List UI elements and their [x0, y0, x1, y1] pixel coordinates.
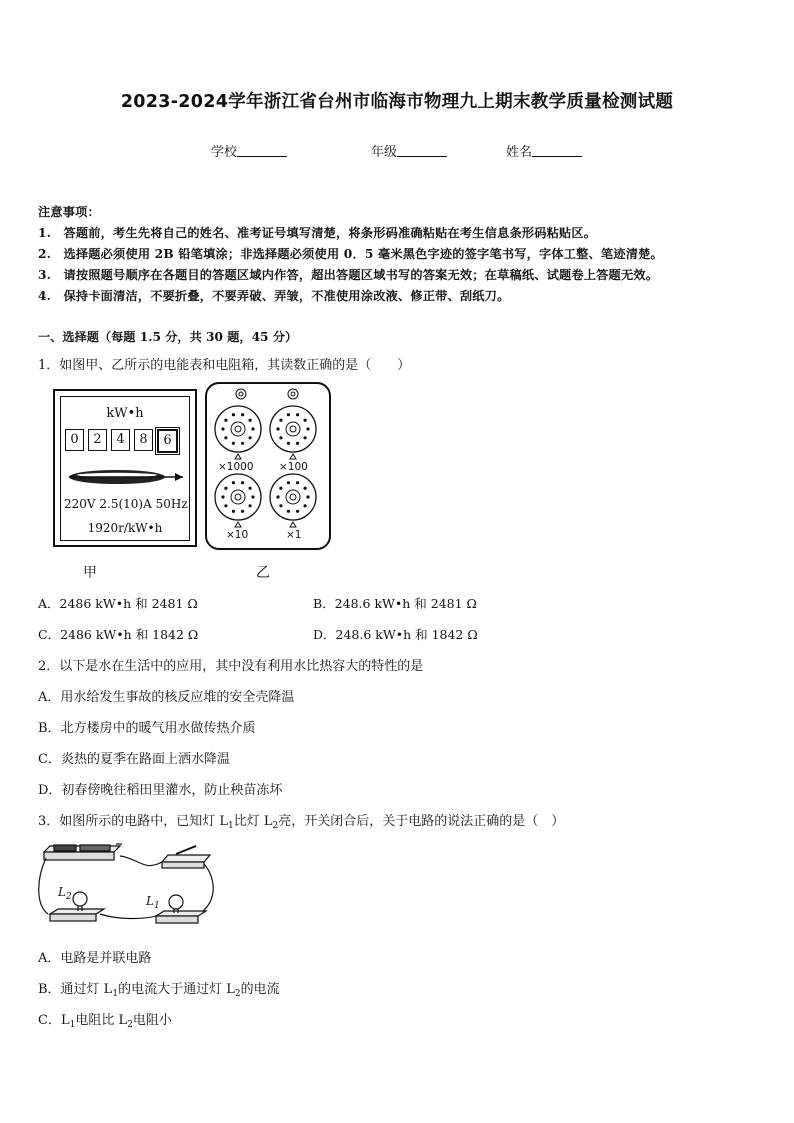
dial-tick: [232, 481, 235, 484]
option-part: 的电流: [240, 982, 280, 997]
name-field: [506, 141, 582, 160]
subscript: 2: [234, 989, 241, 999]
dial-tick: [304, 504, 307, 507]
dial-tick: [232, 413, 235, 416]
dial-tick: [296, 442, 299, 445]
notice-item: 1. 答题前，考生先将自己的姓名、准考证号填写清楚，将条形码准确粘贴在考生信息条形码粘贴区。: [38, 226, 597, 240]
dial-tick: [296, 510, 299, 513]
school-label: 学校: [211, 145, 238, 160]
stem-part: 亮，开关闭合后，关于电路的说法正确的是（ ）: [278, 814, 565, 829]
dial-tick: [287, 481, 290, 484]
option-c[interactable]: C．2486 kW•h 和 1842 Ω: [38, 627, 199, 642]
question-3-stem: [38, 810, 564, 831]
meter-digit: 4: [111, 429, 130, 451]
school-blank: [237, 144, 287, 157]
grade-field: [371, 141, 447, 160]
dial-tick: [221, 495, 224, 498]
dial-tick: [304, 419, 307, 422]
dial-tick: [241, 413, 244, 416]
dial-tick: [276, 427, 279, 430]
dial-tick: [306, 427, 309, 430]
lamp-letter: L: [58, 885, 66, 899]
name-blank: [532, 144, 582, 157]
dial-tick: [279, 504, 282, 507]
dial-tick: [221, 427, 224, 430]
dial-multiplier-100: ×100: [279, 461, 308, 473]
dial-tick: [224, 504, 227, 507]
subscript: 2: [65, 892, 72, 902]
dial-tick: [287, 442, 290, 445]
dial-tick: [279, 487, 282, 490]
notice-item: 2. 选择题必须使用 2B 铅笔填涂；非选择题必须使用 0．5 毫米黑色字迹的签字笔书写，字体工整、笔迹清楚。: [38, 247, 663, 261]
meter-unit: kW•h: [106, 406, 144, 421]
meter-constant: 1920r/kW•h: [87, 521, 163, 535]
dial-tick: [224, 436, 227, 439]
dial-tick: [251, 495, 254, 498]
figure-label-a: 甲: [83, 565, 97, 581]
notice-item: 4. 保持卡面清洁，不要折叠，不要弄破、弄皱，不准使用涂改液、修正带、刮纸刀。: [38, 289, 510, 303]
dial-tick: [249, 487, 252, 490]
question-2-stem: 2．以下是水在生活中的应用，其中没有利用水比热容大的特性的是: [38, 659, 424, 674]
option-a[interactable]: A．电路是并联电路: [38, 951, 152, 966]
meter-digit: 8: [134, 429, 153, 451]
option-d[interactable]: D．初春傍晚往稻田里灌水，防止秧苗冻坏: [38, 783, 283, 798]
option-part: 电阻比 L: [75, 1013, 128, 1028]
dial-tick: [287, 510, 290, 513]
dial-tick: [232, 442, 235, 445]
subscript: 2: [127, 1020, 133, 1030]
subscript: 1: [153, 901, 160, 911]
figure-label-b: 乙: [256, 565, 270, 581]
grade-label: 年级: [371, 145, 398, 160]
option-b[interactable]: [38, 978, 280, 999]
school-field: [211, 141, 287, 160]
subscript: 2: [272, 821, 279, 831]
subscript: 1: [112, 989, 119, 999]
meter-digit: 2: [88, 429, 107, 451]
name-label: 姓名: [506, 145, 533, 160]
stem-part: 3．如图所示的电路中，已知灯 L: [38, 814, 229, 829]
subscript: 1: [69, 1020, 76, 1030]
option-part: 的电流大于通过灯 L: [118, 982, 235, 997]
option-part: B．通过灯 L: [38, 982, 113, 997]
subscript: 1: [228, 821, 234, 831]
meter-digits: [65, 429, 178, 453]
dial-tick: [306, 495, 309, 498]
dial-tick: [304, 487, 307, 490]
dial-tick: [251, 427, 254, 430]
energy-meter-figure: [53, 389, 197, 547]
option-a[interactable]: A．2486 kW•h 和 2481 Ω: [38, 596, 198, 611]
dial-tick: [276, 495, 279, 498]
dial-tick: [232, 510, 235, 513]
meter-disc-icon: [65, 467, 187, 487]
option-part: 电阻小: [132, 1013, 172, 1028]
dial-multiplier-1000: ×1000: [218, 461, 254, 473]
circuit-label-l2: [58, 885, 72, 902]
dial-tick: [241, 481, 244, 484]
option-b[interactable]: B．248.6 kW•h 和 2481 Ω: [313, 596, 477, 611]
dial-tick: [249, 419, 252, 422]
option-a[interactable]: A．用水给发生事故的核反应堆的安全壳降温: [38, 690, 295, 705]
dial-tick: [279, 419, 282, 422]
page-title: 2023-2024学年浙江省台州市临海市物理九上期末教学质量检测试题: [120, 92, 674, 112]
resistance-box-figure: [205, 382, 331, 550]
option-part: C．L: [38, 1013, 70, 1028]
dial-tick: [249, 436, 252, 439]
dial-tick: [241, 510, 244, 513]
dial-multiplier-1: ×1: [286, 529, 302, 541]
option-b[interactable]: B．北方楼房中的暖气用水做传热介质: [38, 721, 256, 736]
dial-tick: [296, 481, 299, 484]
dial-tick: [296, 413, 299, 416]
stem-part: 比灯 L: [233, 814, 273, 829]
circuit-label-l1: [146, 894, 160, 911]
dial-tick: [249, 504, 252, 507]
dial-tick: [279, 436, 282, 439]
meter-digit: 0: [65, 429, 84, 451]
grade-blank: [397, 144, 447, 157]
dial-tick: [287, 413, 290, 416]
lamp-letter: L: [146, 894, 154, 908]
option-c[interactable]: C．炎热的夏季在路面上洒水降温: [38, 752, 230, 767]
notice-heading: 注意事项：: [38, 205, 100, 219]
meter-spec: 220V 2.5(10)A 50Hz: [64, 497, 188, 511]
question-1-stem: 1．如图甲、乙所示的电能表和电阻箱，其读数正确的是（ ）: [38, 358, 411, 373]
dial-tick: [241, 442, 244, 445]
notice-item: 3. 请按照题号顺序在各题目的答题区域内作答，超出答题区域书写的答案无效；在草稿纸、试题卷上答题无效。: [38, 268, 659, 282]
section-heading: 一、选择题（每题 1.5 分，共 30 题，45 分）: [38, 330, 298, 344]
meter-digit-decimal: 6: [157, 429, 178, 453]
option-d[interactable]: D．248.6 kW•h 和 1842 Ω: [313, 627, 478, 642]
dial-tick: [224, 487, 227, 490]
dial-multiplier-10: ×10: [226, 529, 249, 541]
dial-tick: [304, 436, 307, 439]
dial-tick: [224, 419, 227, 422]
option-c[interactable]: [38, 1009, 172, 1030]
